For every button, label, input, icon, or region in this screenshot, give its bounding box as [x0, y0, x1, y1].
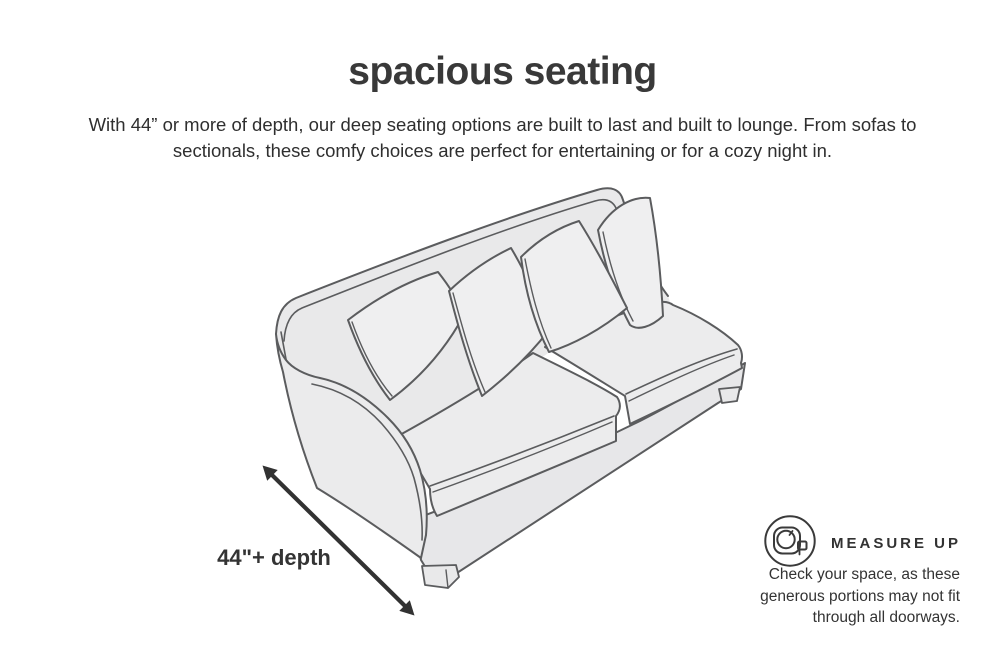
measure-up-section — [739, 514, 961, 629]
measure-up-body: Check your space, as these generous portions may not fit through all doorways. — [760, 566, 960, 626]
depth-label: 44"+ depth — [217, 545, 331, 570]
measure-up-heading: MEASURE UP — [830, 535, 961, 552]
intro-text: With 44” or more of depth, our deep seating options are built to last and built to lounge. From sofas to sectionals, these comfy choices are perfect for entertaining or for a cozy night in. — [88, 114, 917, 161]
page-title: spacious seating — [348, 50, 657, 93]
